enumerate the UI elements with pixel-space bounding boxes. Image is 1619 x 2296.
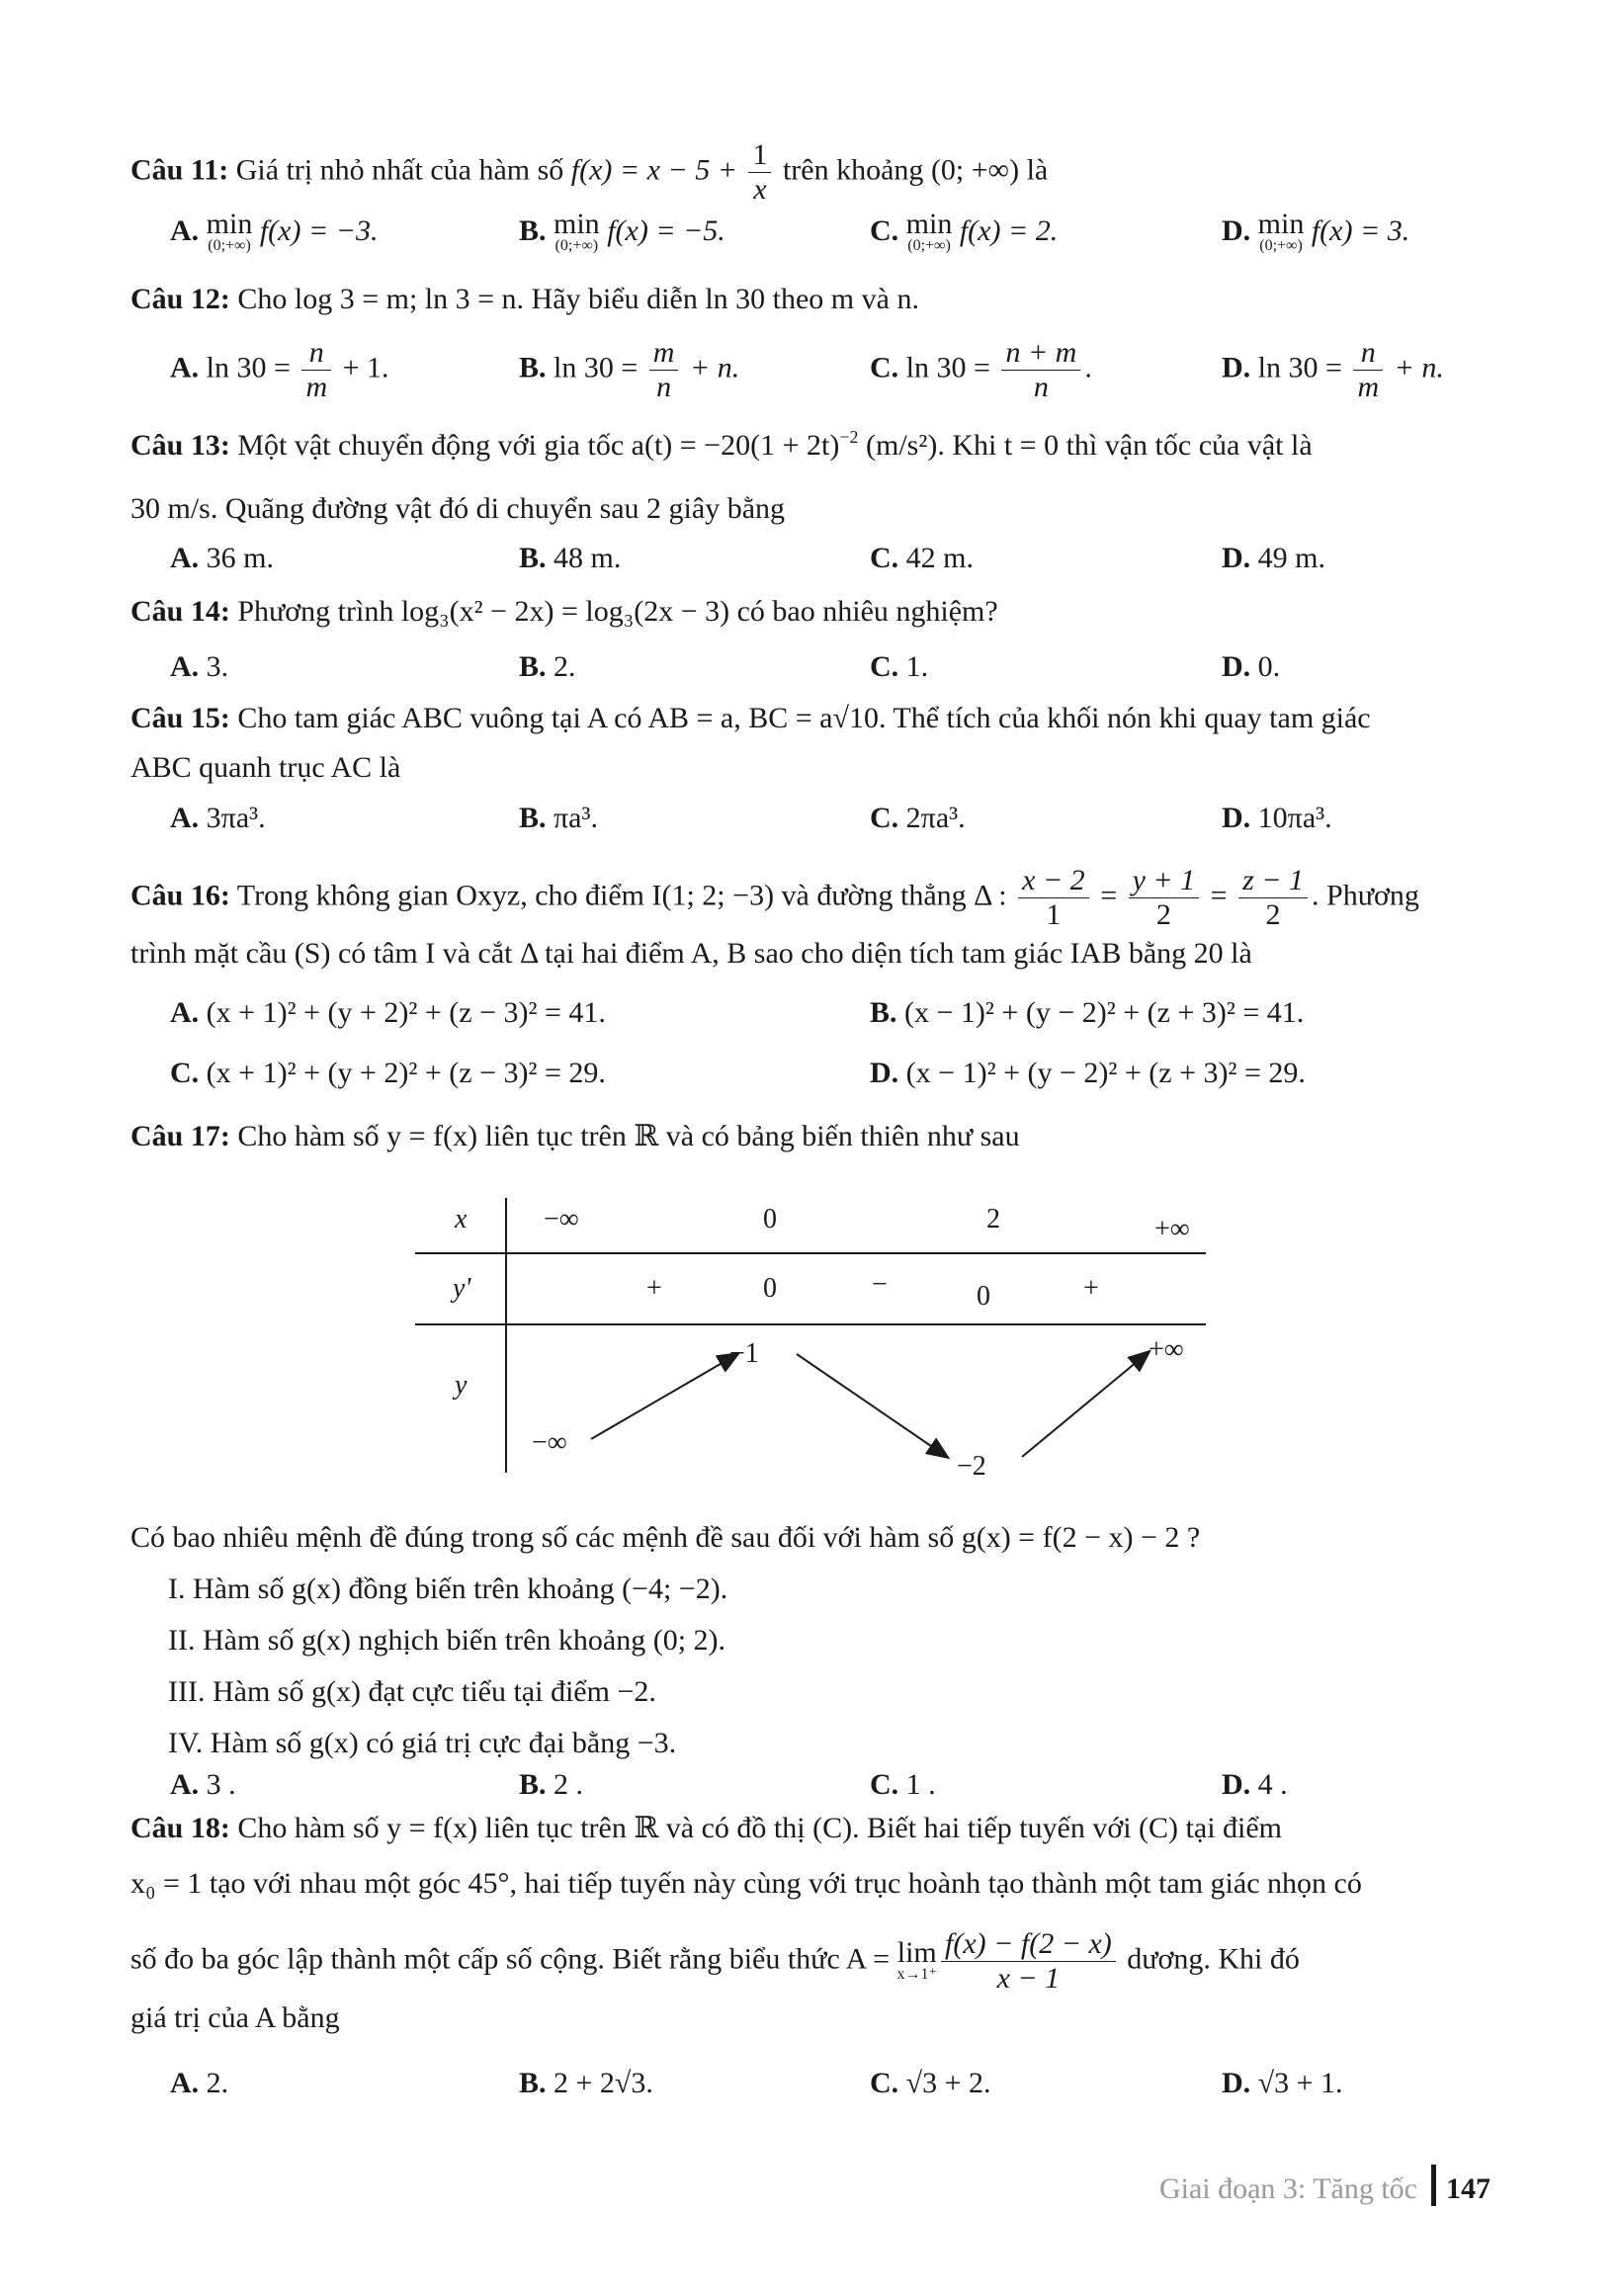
section-title: Giai đoạn 3: Tăng tốc [1158,2172,1417,2205]
y-value: −∞ [532,1427,567,1458]
answer-b [870,993,1304,1033]
question-12 [130,280,1494,319]
answer-text: 0. [1250,650,1281,683]
statement-1: I. Hàm số g(x) đồng biến trên khoảng (−4; −2). [168,1573,728,1605]
limit-subscript: x→1⁺ [896,1965,937,1983]
answer-text: 2πa³. [898,802,966,834]
question-text: 30 m/s. Quãng đường vật đó di chuyển sau 2 giây bằng [130,492,786,525]
y-value: −1 [729,1338,759,1369]
equals-sign: = [1092,879,1125,912]
answer-b [519,2064,653,2103]
answer-text: 4 . [1250,1768,1288,1801]
math-expression: (0; +∞) [930,153,1020,187]
question-label: Câu 12: [130,283,230,315]
question-16 [130,864,1494,932]
question-text: Trong không gian Oxyz, cho điểm I(1; 2; −3) và đường thẳng Δ : [229,879,1015,912]
question-text: Phương trình log₃(x² − 2x) = log₃(2x − 3) có bao nhiêu nghiệm? [229,595,998,628]
question-label: Câu 11: [130,153,229,187]
answer-c [870,1765,936,1805]
increasing-arrow [1022,1352,1149,1457]
answer-text: √3 + 1. [1250,2067,1343,2099]
fraction-denominator: m [1357,371,1380,403]
answer-rhs: . [1084,351,1092,384]
fraction-numerator: z − 1 [1238,864,1308,898]
row-label-y: y [455,1370,468,1401]
question-13-line-2 [130,489,1494,529]
question-label: Câu 18: [130,1812,230,1844]
fraction-denominator: x [753,173,767,206]
answer-b [519,336,739,404]
answer-label: B. [519,214,547,247]
fraction-numerator: y + 1 [1129,864,1200,898]
fraction [301,336,331,404]
min-word: min [905,208,953,241]
answer-d [870,1054,1306,1093]
answer-label: A. [170,2067,200,2099]
answer-c [170,1054,606,1093]
question-label: Câu 13: [130,429,230,462]
answer-a [170,2064,228,2103]
answer-label: C. [870,2067,899,2099]
answer-label: D. [1222,802,1251,834]
answer-text: (x − 1)² + (y − 2)² + (z + 3)² = 41. [896,996,1305,1029]
answer-text: f(x) = −5. [607,214,725,247]
min-operator [905,208,953,255]
answer-text: (x + 1)² + (y + 2)² + (z − 3)² = 29. [199,1057,606,1089]
answer-text: 2. [546,650,576,683]
answer-b [519,1765,583,1805]
min-word: min [554,208,600,241]
answer-lhs: ln 30 = [206,351,298,384]
answer-label: C. [870,351,899,384]
question-text: Cho tam giác ABC vuông tại A có AB = a, BC = a√10. Thể tích của khối nón khi quay tam giác [229,702,1371,734]
question-18-line-4 [130,1998,1494,2038]
answer-label: B. [519,351,547,384]
fraction-denominator: n [656,371,672,403]
question-text: Có bao nhiêu mệnh đề đúng trong số các mệnh đề sau đối với hàm số g(x) = f(2 − x) − 2 ? [130,1521,1201,1554]
question-16-line-2 [130,934,1494,974]
fraction-numerator: 1 [748,138,771,173]
answer-a [170,647,228,687]
y-value: +∞ [1149,1334,1184,1365]
answer-rhs: + n. [682,351,740,384]
question-text: Giá trị nhỏ nhất của hàm số [228,153,571,187]
answer-text: 2. [199,2067,229,2099]
answer-label: B. [519,650,547,683]
answer-text: 10πa³. [1250,802,1332,834]
fraction [1001,336,1080,404]
x-value: −∞ [544,1204,579,1234]
answer-text: f(x) = −3. [259,214,379,247]
question-14 [130,592,1494,632]
answer-label: B. [519,802,547,834]
fraction [1018,864,1089,932]
page-number: 147 [1446,2172,1491,2205]
fraction [941,1927,1116,1996]
min-word: min [206,208,253,241]
answer-lhs: ln 30 = [905,351,998,384]
answer-text: 1 . [898,1768,936,1801]
min-subscript: (0;+∞) [907,237,951,255]
question-13 [130,417,1494,466]
answer-label: A. [170,650,200,683]
answer-text: (x − 1)² + (y − 2)² + (z + 3)² = 29. [898,1057,1306,1089]
answer-label: A. [170,214,200,247]
answer-c [870,799,966,838]
statement-2: II. Hàm số g(x) nghịch biến trên khoảng (0; 2). [168,1624,726,1657]
answer-c [870,647,928,687]
answer-text: 3. [199,650,229,683]
answer-text: f(x) = 2. [959,214,1059,247]
answer-c [870,208,1059,255]
answer-text: √3 + 2. [898,2067,991,2099]
question-18-line-3 [130,1927,1494,1996]
answer-a [170,799,266,838]
answer-lhs: ln 30 = [554,351,645,384]
fraction [1129,864,1200,932]
answer-d [1222,647,1280,687]
answer-label: C. [870,542,899,574]
answer-label: B. [519,542,547,574]
question-text: (m/s²). Khi t = 0 thì vận tốc của vật là [858,429,1313,462]
fraction-denominator: 1 [1046,898,1062,931]
answer-d [1222,799,1332,838]
answer-a [170,993,606,1033]
question-label: Câu 14: [130,595,230,628]
question-label: Câu 15: [130,702,230,734]
min-operator [206,208,253,255]
fraction-numerator: x − 2 [1018,864,1089,898]
question-17 [130,1117,1494,1156]
fraction-numerator: f(x) − f(2 − x) [941,1927,1116,1962]
answer-label: C. [170,1057,200,1089]
answer-label: B. [519,2067,547,2099]
min-operator [1257,208,1305,255]
answer-label: B. [519,1768,547,1801]
answer-d [1222,208,1410,255]
answer-rhs: + 1. [335,351,389,384]
question-text: ABC quanh trục AC là [130,751,401,784]
increasing-arrow [591,1354,737,1439]
answer-label: B. [870,996,897,1029]
statement-3: III. Hàm số g(x) đạt cực tiểu tại điểm −2. [168,1675,656,1708]
question-label: Câu 17: [130,1120,230,1152]
min-operator [554,208,600,255]
fraction-denominator: m [305,371,328,403]
question-text: . Phương [1312,879,1419,912]
answer-label: C. [870,214,899,247]
question-text: dương. Khi đó [1119,1942,1300,1976]
answer-label: C. [870,802,899,834]
fraction-numerator: n [301,336,331,371]
answer-c [870,336,1092,404]
question-text: giá trị của A bằng [130,2001,340,2034]
answer-text: 2 + 2√3. [546,2067,653,2099]
x-value: 2 [986,1204,1000,1234]
answer-label: A. [170,351,200,384]
answer-text: f(x) = 3. [1311,214,1410,247]
fraction [748,138,771,207]
answer-d [1222,539,1325,578]
question-text: trình mặt cầu (S) có tâm I và cắt Δ tại hai điểm A, B sao cho diện tích tam giác IAB bằng 20 là [130,937,1252,970]
question-text: x₀ = 1 tạo với nhau một góc 45°, hai tiếp tuyến này cùng với trục hoành tạo thành một tam giác nhọn có [130,1867,1362,1900]
y-value: −2 [957,1451,986,1482]
question-text: Một vật chuyển động với gia tốc a(t) = −20(1 + 2t) [229,429,840,462]
sign-value: − [872,1269,888,1300]
variation-table [415,1186,1226,1483]
statement-4: IV. Hàm số g(x) có giá trị cực đại bằng −3. [168,1727,677,1759]
min-subscript: (0;+∞) [208,237,251,255]
answer-text: 36 m. [199,542,275,574]
fraction-denominator: 2 [1265,898,1281,931]
answer-text: 48 m. [546,542,622,574]
answer-c [870,539,974,578]
answer-a [170,208,379,255]
question-text: số đo ba góc lập thành một cấp số cộng. Biết rằng biểu thức A = [130,1942,897,1976]
limit-word: lim [896,1935,937,1969]
answer-label: A. [170,1768,200,1801]
answer-a [170,1765,236,1805]
fraction-numerator: n [1353,336,1383,371]
fraction-numerator: m [649,336,679,371]
answer-label: A. [170,802,200,834]
sign-value: 0 [977,1281,990,1312]
sign-value: 0 [763,1273,777,1304]
answer-a [170,336,389,404]
answer-c [870,2064,991,2103]
answer-b [519,799,598,838]
question-11 [130,138,1494,207]
row-label-yprime: y' [453,1273,471,1304]
question-label: Câu 16: [130,879,230,912]
answer-label: C. [870,1768,899,1801]
answer-text: 3πa³. [199,802,266,834]
math-expression: f(x) = x − 5 + [570,153,745,187]
answer-label: D. [1222,2067,1251,2099]
answer-label: D. [1222,214,1251,247]
answer-d [1222,336,1444,404]
answer-text: (x + 1)² + (y + 2)² + (z − 3)² = 41. [199,996,606,1029]
answer-rhs: + n. [1387,351,1444,384]
row-label-x: x [455,1204,468,1234]
min-subscript: (0;+∞) [554,237,599,255]
sign-value: + [646,1273,662,1304]
sign-value: + [1083,1273,1099,1304]
answer-b [519,647,576,687]
x-value: +∞ [1154,1214,1190,1244]
answer-label: C. [870,650,899,683]
min-word: min [1257,208,1305,241]
answer-label: A. [170,996,200,1029]
answer-b [519,539,621,578]
answer-text: 2 . [546,1768,584,1801]
answer-a [170,539,274,578]
answer-label: D. [1222,542,1251,574]
min-subscript: (0;+∞) [1259,237,1303,255]
answer-d [1222,1765,1288,1805]
answer-lhs: ln 30 = [1257,351,1350,384]
question-text: Cho hàm số y = f(x) liên tục trên ℝ và có bảng biến thiên như sau [229,1120,1020,1152]
footer-divider [1431,2165,1436,2206]
fraction-denominator: n [1033,371,1049,403]
answer-text: 1. [898,650,929,683]
answer-b [519,208,725,255]
fraction [649,336,679,404]
limit-operator [896,1935,937,1984]
answer-text: 49 m. [1250,542,1326,574]
question-18-line-2 [130,1864,1494,1904]
question-text: là [1019,153,1049,187]
answer-label: D. [1222,351,1251,384]
page-footer [1159,2165,1491,2206]
exponent: −2 [839,427,859,447]
decreasing-arrow [797,1354,947,1457]
answer-d [1222,2064,1343,2103]
fraction [1238,864,1308,932]
equals-sign: = [1203,879,1236,912]
answer-text: πa³. [546,802,598,834]
fraction [1353,336,1383,404]
question-15 [130,699,1494,738]
answer-text: 3 . [199,1768,236,1801]
answer-text: 42 m. [898,542,975,574]
fraction-denominator: x − 1 [996,1962,1061,1995]
fraction-denominator: 2 [1155,898,1171,931]
question-text: Cho hàm số y = f(x) liên tục trên ℝ và có đồ thị (C). Biết hai tiếp tuyến với (C) tại điểm [229,1812,1283,1844]
question-text: trên khoảng [775,153,931,187]
fraction-numerator: n + m [1001,336,1080,371]
question-15-line-2 [130,748,1494,788]
answer-label: A. [170,542,200,574]
answer-label: D. [1222,1768,1251,1801]
answer-label: D. [870,1057,899,1089]
question-17-prompt [130,1518,1494,1558]
question-text: Cho log 3 = m; ln 3 = n. Hãy biểu diễn ln 30 theo m và n. [229,283,919,315]
x-value: 0 [763,1204,777,1234]
answer-label: D. [1222,650,1251,683]
question-18 [130,1809,1494,1848]
